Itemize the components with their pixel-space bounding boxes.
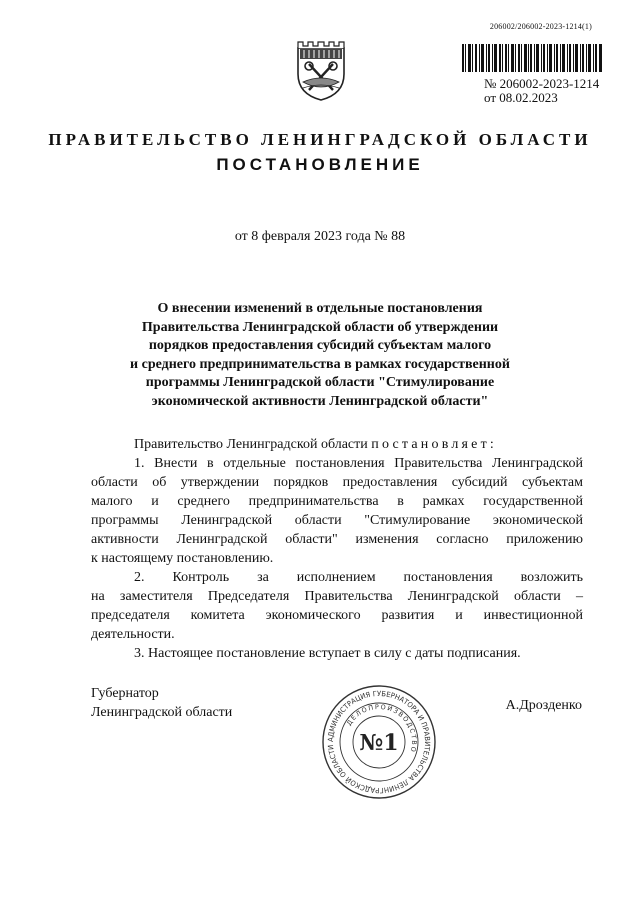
item-2-line: председателя комитета экономического развития и инвестиционной <box>91 608 583 623</box>
registration-number: № 206002-2023-1214 <box>484 76 600 91</box>
title-line: экономической активности Ленинградской области" <box>151 393 489 409</box>
item-1-line: активности Ленинградской области" изменения согласно приложению <box>91 532 583 547</box>
seal-inner-text: ДЕЛОПРОИЗВОДСТВО <box>344 702 419 754</box>
intro-paragraph <box>91 435 583 454</box>
seal-number: №1 <box>359 730 399 756</box>
signatory-name: А.Дрозденко <box>505 698 582 713</box>
item-1-line: 1. Внести в отдельные постановления Правительства Ленинградской <box>134 456 583 471</box>
signatory-role-line: Ленинградской области <box>91 705 233 720</box>
title-line: Правительства Ленинградской области об утверждении <box>141 319 499 335</box>
intro-verb: постановляет: <box>371 437 497 452</box>
registration-date: от 08.02.2023 <box>484 90 558 105</box>
item-2-line: 2. Контроль за исполнением постановления возложить <box>134 570 583 585</box>
item-1-line: программы Ленинградской области "Стимулирование экономической <box>91 513 583 528</box>
intro-text: Правительство Ленинградской области <box>134 437 368 452</box>
official-seal-icon <box>320 683 438 801</box>
document-type: ПОСТАНОВЛЕНИЕ <box>216 155 424 174</box>
item-1-line: к настоящему постановлению. <box>91 551 274 566</box>
barcode-icon <box>462 44 602 72</box>
title-line: и среднего предпринимательства в рамках государственной <box>130 356 510 372</box>
item-1-line: области об утверждении порядков предоставления субсидий субъектам <box>91 475 583 490</box>
item-1 <box>91 454 583 568</box>
title-line: О внесении изменений в отдельные постановления <box>157 301 483 316</box>
title-line: порядков предоставления субсидий субъектам малого <box>148 338 492 353</box>
title-line: программы Ленинградской области "Стимулирование <box>145 375 495 390</box>
signatory-role-line: Губернатор <box>91 686 159 701</box>
item-2-line: деятельности. <box>91 627 175 642</box>
item-3: 3. Настоящее постановление вступает в силу с даты подписания. <box>134 646 521 661</box>
item-2-line: на заместителя Председателя Правительства Ленинградской области – <box>91 589 583 604</box>
decree-title <box>110 300 530 411</box>
item-1-line: малого и среднего предпринимательства в рамках государственной <box>91 494 583 509</box>
decree-date-number: от 8 февраля 2023 года № 88 <box>234 229 406 244</box>
document-id: 206002/206002-2023-1214(1) <box>489 22 592 31</box>
seal-ring-text: АДМИНИСТРАЦИЯ ГУБЕРНАТОРА И ПРАВИТЕЛЬСТВА ЛЕНИНГРАДСКОЙ ОБЛАСТИ <box>325 688 433 796</box>
item-2 <box>91 568 583 644</box>
signatory-role <box>91 684 232 722</box>
decree-body <box>91 435 583 663</box>
coat-of-arms-icon <box>295 36 347 102</box>
government-name: ПРАВИТЕЛЬСТВО ЛЕНИНГРАДСКОЙ ОБЛАСТИ <box>48 130 592 149</box>
